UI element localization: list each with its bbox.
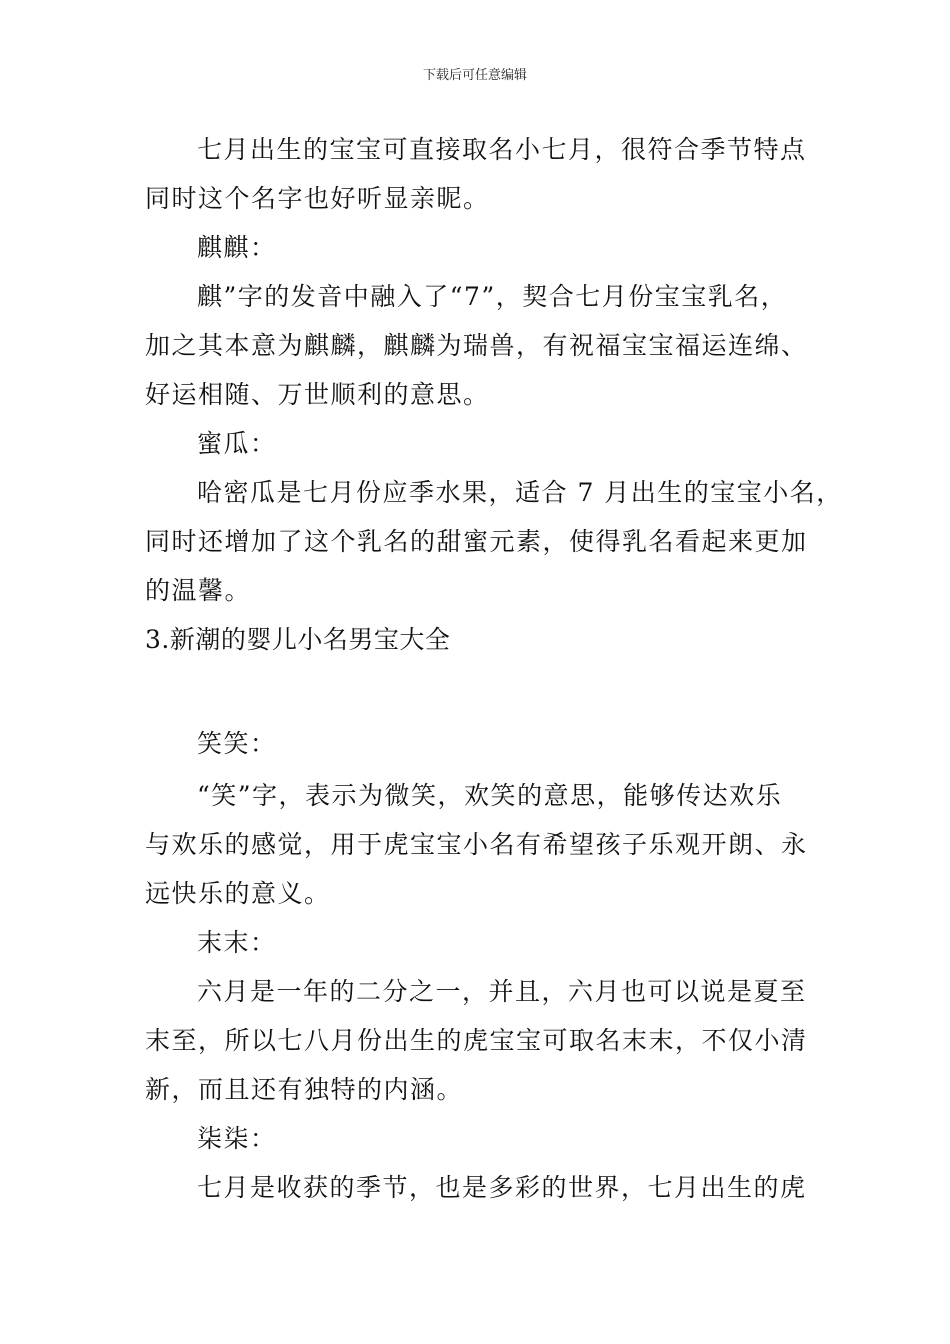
subheading-qiqi-2: 柒柒： bbox=[197, 1124, 277, 1153]
section-heading: 3.新潮的婴儿小名男宝大全 bbox=[145, 625, 451, 654]
paragraph-line: 麒”字的发音中融入了“7”，契合七月份宝宝乳名， bbox=[197, 282, 788, 311]
paragraph-line: 同时还增加了这个乳名的甜蜜元素，使得乳名看起来更加 bbox=[145, 527, 808, 556]
paragraph-line: 加之其本意为麒麟，麒麟为瑞兽，有祝福宝宝福运连绵、 bbox=[145, 331, 808, 360]
subheading-momo: 末末： bbox=[197, 928, 277, 957]
subheading-xiaoxiao: 笑笑： bbox=[197, 729, 277, 758]
paragraph-line: 末至，所以七八月份出生的虎宝宝可取名末末，不仅小清 bbox=[145, 1026, 808, 1055]
paragraph-line: 新，而且还有独特的内涵。 bbox=[145, 1075, 464, 1104]
paragraph-line: 哈密瓜是七月份应季水果，适合 7 月出生的宝宝小名， bbox=[197, 478, 843, 507]
page-header: 下载后可任意编辑 bbox=[422, 68, 527, 83]
paragraph-line: 七月是收获的季节，也是多彩的世界，七月出生的虎 bbox=[197, 1173, 807, 1202]
paragraph-line: 七月出生的宝宝可直接取名小七月，很符合季节特点 bbox=[197, 135, 807, 164]
paragraph-line: “笑”字，表示为微笑，欢笑的意思，能够传达欢乐 bbox=[197, 781, 783, 810]
paragraph-line: 同时这个名字也好听显亲昵。 bbox=[145, 184, 490, 213]
paragraph-line: 的温馨。 bbox=[145, 576, 252, 605]
paragraph-line: 好运相随、万世顺利的意思。 bbox=[145, 380, 490, 409]
subheading-qiqi: 麒麒： bbox=[197, 233, 277, 262]
paragraph-line: 六月是一年的二分之一，并且，六月也可以说是夏至 bbox=[197, 977, 807, 1006]
paragraph-line: 与欢乐的感觉，用于虎宝宝小名有希望孩子乐观开朗、永 bbox=[145, 830, 808, 859]
paragraph-line: 远快乐的意义。 bbox=[145, 879, 331, 908]
subheading-migua: 蜜瓜： bbox=[197, 429, 277, 458]
